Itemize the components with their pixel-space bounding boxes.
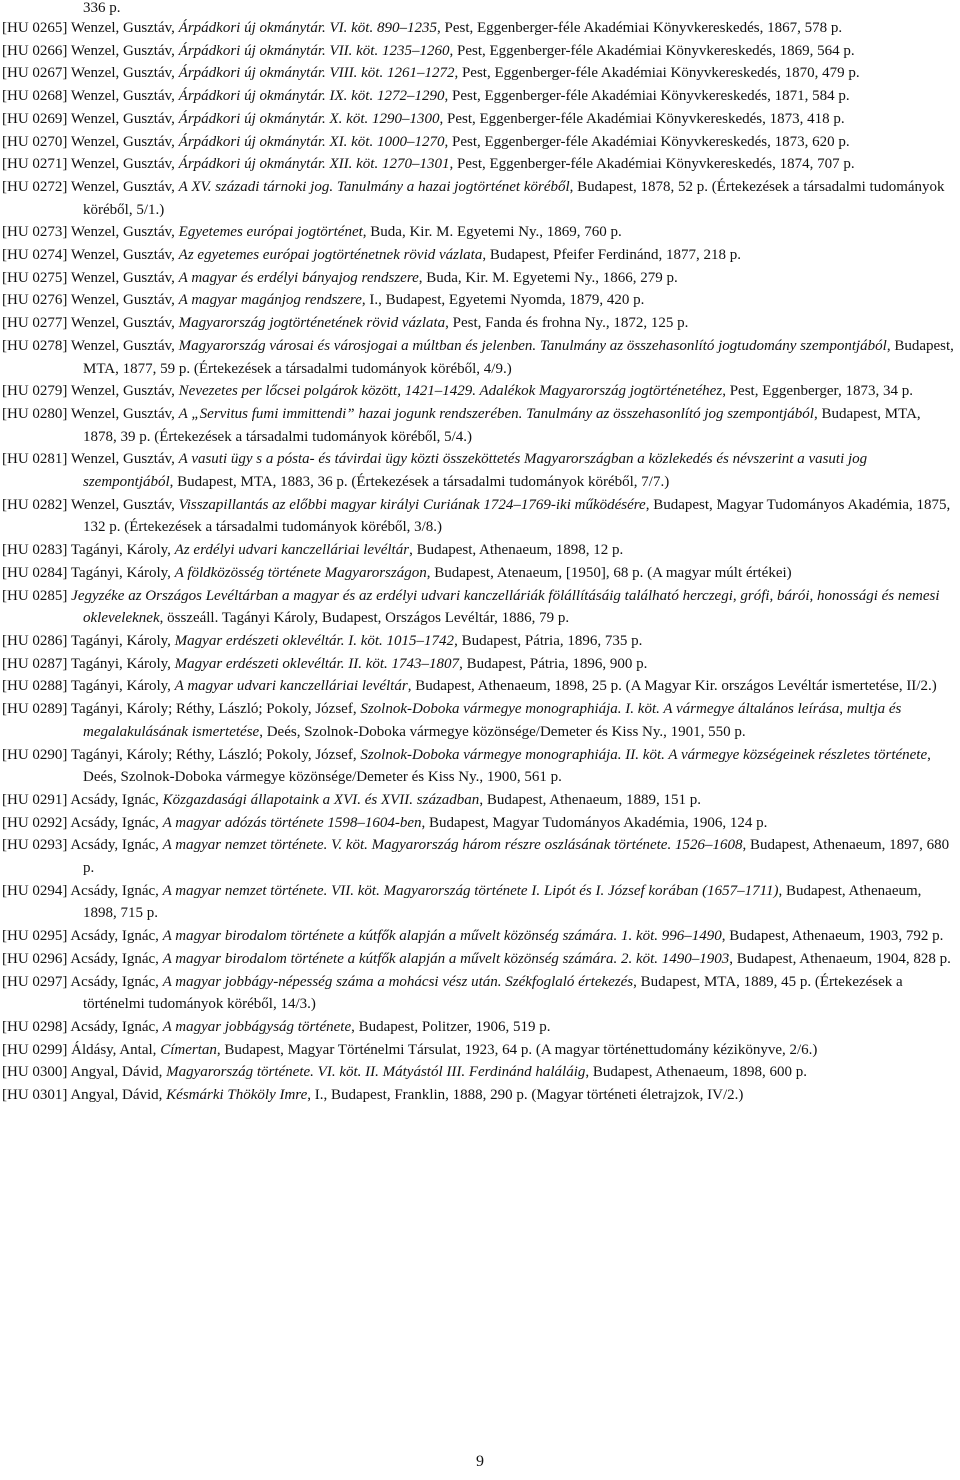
bibliography-entry <box>0 153 954 176</box>
entry-text: [HU 0284] Tagányi, Károly, <box>2 564 175 581</box>
entry-text: [HU 0288] Tagányi, Károly, <box>2 678 175 695</box>
bibliography-entry <box>0 335 954 380</box>
entry-text: , Pest, Eggenberger, 1873, 34 p. <box>722 383 913 400</box>
entry-text: , Budapest, Magyar Tudományos Akadémia, 1875, 132 p. (Értekezések a társadalmi tudományok köréből, 3/8.) <box>83 496 951 536</box>
bibliography-entry <box>0 1039 954 1062</box>
entry-text: [HU 0299] Áldásy, Antal, <box>2 1041 161 1058</box>
entry-text: , Pest, Eggenberger-féle Akadémiai Könyvkereskedés, 1873, 620 p. <box>444 133 850 150</box>
entry-text: [HU 0294] Acsády, Ignác, <box>2 882 163 899</box>
entry-text: [HU 0265] Wenzel, Gusztáv, <box>2 20 179 36</box>
entry-text: [HU 0276] Wenzel, Gusztáv, <box>2 292 179 309</box>
entry-text: [HU 0281] Wenzel, Gusztáv, <box>2 451 179 468</box>
entry-text: [HU 0291] Acsády, Ignác, <box>2 791 163 808</box>
bibliography-entry <box>0 698 954 743</box>
bibliography-entry <box>0 244 954 267</box>
entry-title: Szolnok-Doboka vármegye monographiája. I. köt. A vármegye általános leírása, multja és megalakulásának ismertetése <box>83 701 902 740</box>
entry-title: Az erdélyi udvari kanczelláriai levéltár <box>174 542 410 559</box>
bibliography-entry <box>0 403 954 448</box>
entry-text: , Pest, Fanda és frohna Ny., 1872, 125 p. <box>445 315 689 332</box>
bibliography-entry <box>0 1061 954 1084</box>
bibliography-entry <box>0 789 954 812</box>
bibliography-entry <box>0 289 954 312</box>
entry-text: , I., Budapest, Franklin, 1888, 290 p. (Magyar történeti életrajzok, IV/2.) <box>307 1087 744 1104</box>
bibliography-entry <box>0 85 954 108</box>
entry-title: A magyar magánjog rendszere <box>178 292 362 309</box>
entry-text: [HU 0301] Angyal, Dávid, <box>2 1087 167 1104</box>
entry-text: [HU 0286] Tagányi, Károly, <box>2 632 175 649</box>
entry-title: Az egyetemes európai jogtörténetnek rövid vázlata <box>178 247 483 264</box>
entry-text: , Pest, Eggenberger-féle Akadémiai Könyvkereskedés, 1873, 418 p. <box>439 110 845 127</box>
bibliography-entry <box>0 17 954 40</box>
entry-title: Magyar erdészeti oklevéltár. II. köt. 1743–1807 <box>174 655 460 672</box>
entry-title: A magyar udvari kanczelláriai levéltár <box>174 678 408 695</box>
entry-text: , Budapest, Pátria, 1896, 900 p. <box>459 655 648 672</box>
entry-text: [HU 0279] Wenzel, Gusztáv, <box>2 383 179 400</box>
entry-title: A XV. századi tárnoki jog. Tanulmány a hazai jogtörténet köréből <box>178 178 570 195</box>
entry-text: , Budapest, Magyar Tudományos Akadémia, 1906, 124 p. <box>421 814 768 831</box>
entry-text: , Budapest, Athenaeum, 1898, 25 p. (A Magyar Kir. országos Levéltár ismertetése, II/2.) <box>407 678 937 695</box>
entry-text: , Budapest, Athenaeum, 1898, 12 p. <box>409 542 624 559</box>
entry-title: Késmárki Thököly Imre <box>166 1087 308 1104</box>
entry-text: , Buda, Kir. M. Egyetemi Ny., 1869, 760 p. <box>362 224 622 241</box>
entry-title: Árpádkori új okmánytár. IX. köt. 1272–1290 <box>178 88 445 105</box>
entry-title: Árpádkori új okmánytár. XI. köt. 1000–1270 <box>178 133 445 150</box>
bibliography-entry <box>0 131 954 154</box>
entry-title: A „Servitus fumi immittendi” hazai jogunk rendszerében. Tanulmány az összehasonlító jog szempontjából <box>178 405 814 422</box>
entry-title: Szolnok-Doboka vármegye monographiája. II. köt. A vármegye községeinek részletes története <box>360 746 928 763</box>
entry-title: Magyar erdészeti oklevéltár. I. köt. 1015–1742 <box>174 632 455 649</box>
entry-text: , Deés, Szolnok-Doboka vármegye közönsége/Demeter és Kiss Ny., 1901, 550 p. <box>259 723 746 740</box>
entry-text: [HU 0289] Tagányi, Károly; Réthy, László; Pokoly, József, <box>2 701 361 718</box>
entry-title: A magyar jobbágy-népesség száma a mohácsi vész után. Székfoglaló értekezés <box>162 973 634 990</box>
entry-text: , Budapest, MTA, 1883, 36 p. (Értekezések a társadalmi tudományok köréből, 7/7.) <box>169 474 670 491</box>
entry-text: , Pest, Eggenberger-féle Akadémiai Könyvkereskedés, 1869, 564 p. <box>449 42 855 59</box>
entry-text: [HU 0285] <box>2 587 72 604</box>
entry-text: [HU 0270] Wenzel, Gusztáv, <box>2 133 179 150</box>
entry-text: [HU 0268] Wenzel, Gusztáv, <box>2 88 179 105</box>
entry-text: , Budapest, MTA, 1889, 45 p. (Értekezések a történelmi tudományok köréből, 14/3.) <box>83 973 903 1013</box>
bibliography-entry <box>0 585 954 630</box>
entry-text: [HU 0266] Wenzel, Gusztáv, <box>2 42 179 59</box>
bibliography-entry <box>0 176 954 221</box>
entry-title: Árpádkori új okmánytár. X. köt. 1290–1300 <box>178 110 440 127</box>
bibliography-entry <box>0 40 954 63</box>
entry-text: [HU 0272] Wenzel, Gusztáv, <box>2 178 179 195</box>
entry-text: [HU 0282] Wenzel, Gusztáv, <box>2 496 179 513</box>
entry-text: , Budapest, Athenaeum, 1897, 680 p. <box>83 837 950 877</box>
entry-title: Árpádkori új okmánytár. VI. köt. 890–1235 <box>178 20 437 36</box>
entry-text: [HU 0298] Acsády, Ignác, <box>2 1018 163 1035</box>
bibliography-entry <box>0 880 954 925</box>
bibliography-entry <box>0 744 954 789</box>
entry-text: [HU 0278] Wenzel, Gusztáv, <box>2 337 179 354</box>
entry-text: , Budapest, Pátria, 1896, 735 p. <box>454 632 643 649</box>
bibliography-entry <box>0 653 954 676</box>
bibliography-entry <box>0 448 954 493</box>
entry-title: Magyarország városai és városjogai a múltban és jelenben. Tanulmány az összehasonlító jogtudomány szempontjából <box>178 337 887 354</box>
entry-title: A vasuti ügy s a pósta- és távirdai ügy közti összeköttetés Magyarországban a közlekedés és névszerint a vasuti jog szempontjából <box>83 451 868 491</box>
entry-title: Közgazdasági állapotaink a XVI. és XVII. században <box>162 791 480 808</box>
bibliography-entry <box>0 1084 954 1107</box>
entry-text: [HU 0296] Acsády, Ignác, <box>2 950 163 967</box>
entry-title: A magyar nemzet története. V. köt. Magyarország három részre oszlásának története. 1526–1608 <box>162 837 743 854</box>
entry-title: Egyetemes európai jogtörténet <box>178 224 363 241</box>
entry-title: Jegyzéke az Országos Levéltárban a magyar és az erdélyi udvari kanczelláriák fölállításáig található herczegi, grófi, bárói, honossági és nemesi okleveleknek <box>71 587 940 627</box>
entry-text: [HU 0283] Tagányi, Károly, <box>2 542 175 559</box>
entry-text: , Budapest, Athenaeum, 1889, 151 p. <box>479 791 701 808</box>
bibliography-entry <box>0 948 954 971</box>
entry-text: , Pest, Eggenberger-féle Akadémiai Könyvkereskedés, 1871, 584 p. <box>444 88 850 105</box>
entry-text: , Budapest, 1878, 52 p. (Értekezések a társadalmi tudományok köréből, 5/1.) <box>83 178 945 218</box>
entry-title: A magyar nemzet története. VII. köt. Magyarország története I. Lipót és I. József korában (1657–1711) <box>162 882 779 899</box>
bibliography-list <box>0 17 954 1107</box>
entry-title: Árpádkori új okmánytár. XII. köt. 1270–1301 <box>178 156 450 173</box>
bibliography-entry <box>0 267 954 290</box>
bibliography-entry <box>0 675 954 698</box>
entry-title: Árpádkori új okmánytár. VII. köt. 1235–1260 <box>178 42 450 59</box>
bibliography-entry <box>0 108 954 131</box>
entry-text: , Budapest, Athenaeum, 1904, 828 p. <box>729 950 951 967</box>
entry-text: , Pest, Eggenberger-féle Akadémiai Könyvkereskedés, 1874, 707 p. <box>449 156 855 173</box>
entry-text: , összeáll. Tagányi Károly, Budapest, Országos Levéltár, 1886, 79 p. <box>159 610 570 627</box>
entry-text: [HU 0297] Acsády, Ignác, <box>2 973 163 990</box>
entry-text: , Budapest, Athenaeum, 1903, 792 p. <box>721 928 944 945</box>
entry-title: Árpádkori új okmánytár. VIII. köt. 1261–1272 <box>178 65 455 82</box>
entry-title: A magyar birodalom története a kútfők alapján a művelt közönség számára. 1. köt. 996–1490 <box>162 928 722 945</box>
entry-text: [HU 0300] Angyal, Dávid, <box>2 1064 167 1081</box>
bibliography-entry <box>0 312 954 335</box>
entry-text: , Pest, Eggenberger-féle Akadémiai Könyvkereskedés, 1870, 479 p. <box>454 65 860 82</box>
entry-text: , Budapest, MTA, 1878, 39 p. (Értekezések a társadalmi tudományok köréből, 5/4.) <box>83 405 921 445</box>
entry-text: [HU 0293] Acsády, Ignác, <box>2 837 163 854</box>
entry-title: Címertan <box>160 1041 217 1058</box>
entry-text: [HU 0292] Acsády, Ignác, <box>2 814 163 831</box>
entry-text: [HU 0295] Acsády, Ignác, <box>2 928 163 945</box>
bibliography-entry <box>0 630 954 653</box>
entry-text: [HU 0290] Tagányi, Károly; Réthy, László; Pokoly, József, <box>2 746 361 763</box>
entry-text: [HU 0273] Wenzel, Gusztáv, <box>2 224 179 241</box>
bibliography-entry <box>0 494 954 539</box>
entry-text: [HU 0280] Wenzel, Gusztáv, <box>2 405 179 422</box>
entry-text: , Deés, Szolnok-Doboka vármegye közönsége/Demeter és Kiss Ny., 1900, 561 p. <box>83 746 931 786</box>
entry-title: A földközösség története Magyarországon <box>174 564 427 581</box>
entry-text: [HU 0287] Tagányi, Károly, <box>2 655 175 672</box>
bibliography-entry <box>0 834 954 879</box>
entry-text: , Budapest, MTA, 1877, 59 p. (Értekezések a társadalmi tudományok köréből, 4/9.) <box>83 337 954 377</box>
entry-text: , Budapest, Magyar Történelmi Társulat, 1923, 64 p. (A magyar történettudomány kézikönyve, 2/6.) <box>216 1041 818 1058</box>
entry-title: Magyarország jogtörténetének rövid vázlata <box>178 315 446 332</box>
entry-title: A magyar jobbágyság története <box>162 1018 352 1035</box>
bibliography-entry <box>0 62 954 85</box>
bibliography-entry <box>0 925 954 948</box>
entry-text: [HU 0274] Wenzel, Gusztáv, <box>2 247 179 264</box>
bibliography-entry <box>0 1016 954 1039</box>
entry-text: [HU 0275] Wenzel, Gusztáv, <box>2 269 179 286</box>
bibliography-entry <box>0 539 954 562</box>
entry-text: , I., Budapest, Egyetemi Nyomda, 1879, 420 p. <box>361 292 645 309</box>
entry-text: , Pest, Eggenberger-féle Akadémiai Könyvkereskedés, 1867, 578 p. <box>436 20 843 36</box>
bibliography-entry <box>0 971 954 1016</box>
bibliography-entry <box>0 812 954 835</box>
entry-text: , Budapest, Atenaeum, [1950], 68 p. (A magyar múlt értékei) <box>426 564 792 581</box>
entry-title: A magyar adózás története 1598–1604-ben <box>162 814 422 831</box>
entry-text: [HU 0277] Wenzel, Gusztáv, <box>2 315 179 332</box>
bibliography-entry <box>0 221 954 244</box>
entry-text: , Budapest, Pfeifer Ferdinánd, 1877, 218 p. <box>482 247 742 264</box>
entry-text: [HU 0269] Wenzel, Gusztáv, <box>2 110 179 127</box>
entry-text: , Budapest, Politzer, 1906, 519 p. <box>351 1018 551 1035</box>
entry-text: , Budapest, Athenaeum, 1898, 600 p. <box>585 1064 808 1081</box>
entry-text: [HU 0271] Wenzel, Gusztáv, <box>2 156 179 173</box>
entry-text: [HU 0267] Wenzel, Gusztáv, <box>2 65 179 82</box>
page-number: 9 <box>476 1453 484 1470</box>
entry-text: , Buda, Kir. M. Egyetemi Ny., 1866, 279 p. <box>418 269 678 286</box>
entry-title: A magyar birodalom története a kútfők alapján a művelt közönség számára. 2. köt. 1490–1903 <box>162 950 730 967</box>
entry-title: A magyar és erdélyi bányajog rendszere <box>178 269 419 286</box>
entry-title: Visszapillantás az előbbi magyar királyi Curiának 1724–1769-iki működésére <box>178 496 646 513</box>
continued-text: 336 p. <box>83 0 121 16</box>
entry-text: , Budapest, Athenaeum, 1898, 715 p. <box>83 882 922 922</box>
entry-title: Magyarország története. VI. köt. II. Mátyástól III. Ferdinánd haláláig <box>166 1064 586 1081</box>
bibliography-entry <box>0 380 954 403</box>
entry-title: Nevezetes per lőcsei polgárok között, 1421–1429. Adalékok Magyarország jogtörténetéhez <box>178 383 723 400</box>
bibliography-entry <box>0 562 954 585</box>
